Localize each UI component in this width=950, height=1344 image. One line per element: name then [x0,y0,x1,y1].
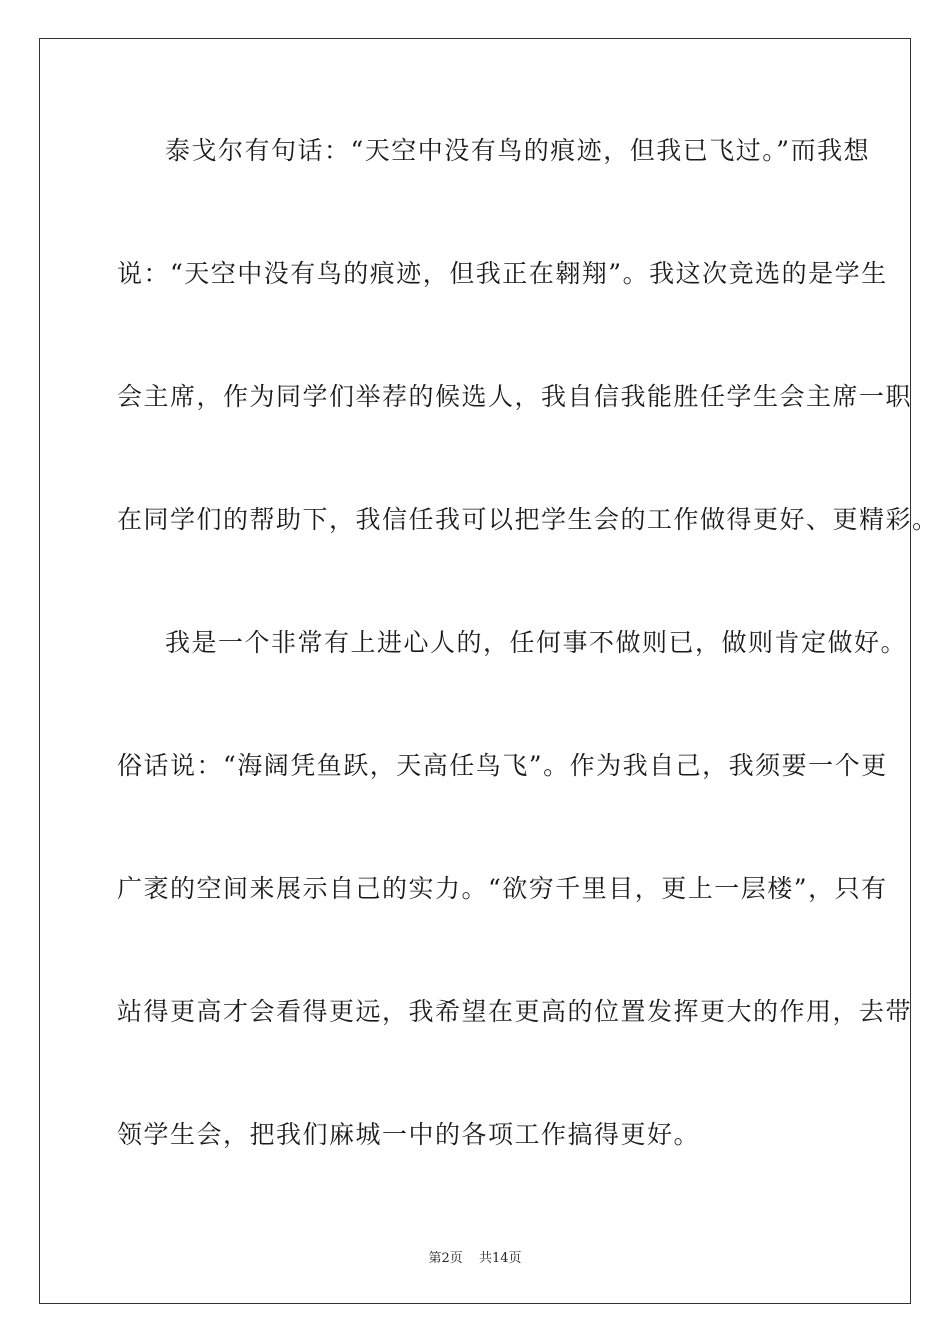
paragraph-line: 会主席，作为同学们举荐的候选人，我自信我能胜任学生会主席一职 [117,382,913,411]
paragraph-line: 我是一个非常有上进心人的，任何事不做则已，做则肯定做好。 [165,628,908,657]
page-footer [0,1247,950,1266]
paragraph-line: 说：“天空中没有鸟的痕迹，但我正在翱翔”。我这次竞选的是学生 [117,259,888,288]
paragraph-line: 广袤的空间来展示自己的实力。“欲穷千里目，更上一层楼”，只有 [117,874,888,903]
page-number: 第2页 [428,1251,463,1266]
paragraph-line: 在同学们的帮助下，我信任我可以把学生会的工作做得更好、更精彩。 [117,505,939,534]
paragraph-line: 领学生会，把我们麻城一中的各项工作搞得更好。 [117,1120,701,1149]
document-body [117,128,939,1235]
paragraph-line: 泰戈尔有句话：“天空中没有鸟的痕迹，但我已飞过。”而我想 [165,136,871,165]
paragraph-line: 站得更高才会看得更远，我希望在更高的位置发挥更大的作用，去带 [117,997,913,1026]
paragraph-line: 俗话说：“海阔凭鱼跃，天高任鸟飞”。作为我自己，我须要一个更 [117,751,888,780]
total-pages: 共14页 [478,1251,522,1266]
